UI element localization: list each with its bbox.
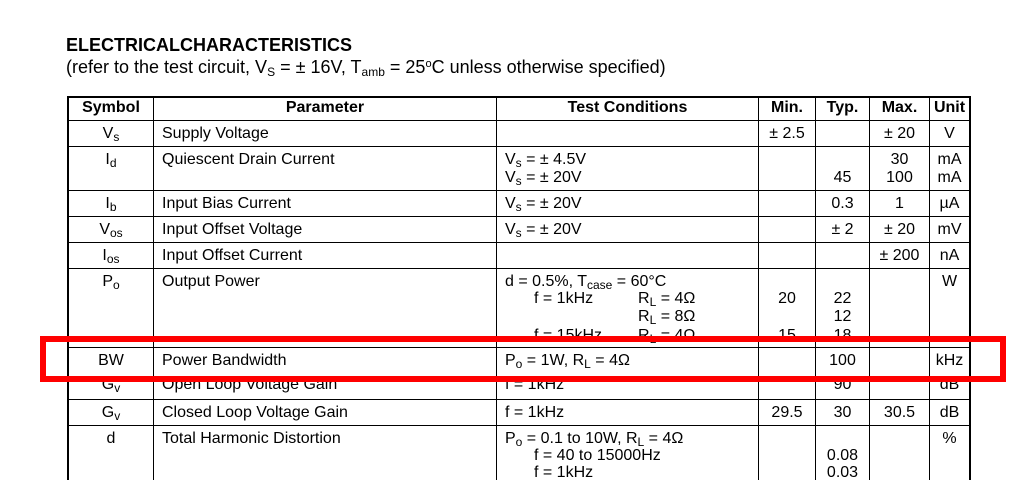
row-divider	[67, 146, 970, 147]
min-cell: ± 2.5	[769, 125, 805, 142]
column-divider	[153, 96, 154, 480]
header-divider	[67, 120, 970, 121]
condition-cell: f = 1kHz	[534, 290, 594, 307]
table-border-top	[67, 96, 970, 98]
unit-cell: %	[942, 430, 957, 447]
symbol-cell: $I_d$	[105, 151, 117, 170]
unit-cell: mA	[937, 169, 962, 186]
typ-cell: 100	[829, 352, 856, 369]
condition-cell: $R_L = 8\Omega$	[638, 308, 696, 327]
symbol-cell: $G_v$	[101, 404, 121, 423]
parameter-cell: Open Loop Voltage Gain	[162, 376, 338, 393]
condition-cell: $P_o = 0.1$ to 10W, $R_L = 4\Omega$	[505, 430, 684, 449]
row-divider	[67, 190, 970, 191]
unit-cell: nA	[939, 247, 960, 264]
condition-cell: $V_s$ = ± 4.5V	[505, 151, 587, 170]
header-unit: Unit	[933, 99, 966, 116]
unit-cell: µA	[939, 195, 960, 212]
condition-cell: f = 1kHz	[505, 404, 565, 421]
symbol-cell: $V_{os}$	[99, 221, 123, 240]
unit-cell: mV	[937, 221, 962, 238]
unit-cell: dB	[939, 376, 960, 393]
highlight-box	[40, 336, 1006, 382]
row-divider	[67, 242, 970, 243]
condition-cell: $R_L = 4\Omega$	[638, 327, 696, 346]
condition-cell: f = 1kHz	[534, 464, 594, 481]
condition-cell: $R_L = 4\Omega$	[638, 290, 696, 309]
condition-cell: $P_o = 1W$, $R_L = 4\Omega$	[505, 352, 630, 371]
symbol-cell: BW	[98, 352, 124, 369]
column-divider	[815, 96, 816, 480]
typ-cell: 30	[833, 404, 852, 421]
row-divider	[67, 399, 970, 400]
parameter-cell: Supply Voltage	[162, 125, 269, 142]
typ-cell: 12	[833, 308, 852, 325]
parameter-cell: Quiescent Drain Current	[162, 151, 335, 168]
section-title: ELECTRICALCHARACTERISTICS	[66, 35, 352, 55]
unit-cell: kHz	[935, 352, 964, 369]
symbol-cell: $V_s$	[102, 125, 120, 144]
header-max: Max.	[881, 99, 918, 116]
unit-cell: dB	[939, 404, 960, 421]
column-divider	[758, 96, 759, 480]
header-symbol: Symbol	[82, 99, 140, 116]
condition-cell: f = 40 to 15000Hz	[534, 447, 661, 464]
table-border-right	[969, 96, 971, 480]
typ-cell: ± 2	[831, 221, 854, 238]
typ-cell: 0.03	[826, 464, 859, 481]
symbol-cell: $I_b$	[105, 195, 117, 214]
parameter-cell: Total Harmonic Distortion	[162, 430, 341, 447]
section-subtitle: (refer to the test circuit, $V_S$ = ± 16V, $T_{amb} = 25^oC$ unless otherwise specified)	[66, 57, 666, 79]
condition-cell: f = 15kHz	[534, 327, 603, 344]
row-divider	[67, 216, 970, 217]
column-divider	[496, 96, 497, 480]
parameter-cell: Output Power	[162, 273, 260, 290]
row-divider	[67, 268, 970, 269]
parameter-cell: Closed Loop Voltage Gain	[162, 404, 348, 421]
typ-cell: 90	[833, 376, 852, 393]
typ-cell: 18	[833, 327, 852, 344]
symbol-cell: $I_{os}$	[102, 247, 120, 266]
unit-cell: V	[944, 125, 955, 142]
clipped-condition-row	[497, 327, 869, 346]
symbol-cell: $P_o$	[102, 273, 120, 292]
row-divider	[67, 425, 970, 426]
max-cell: 1	[895, 195, 904, 212]
typ-cell: 0.08	[826, 447, 859, 464]
parameter-cell: Input Bias Current	[162, 195, 291, 212]
max-cell: ± 20	[883, 221, 916, 238]
typ-cell: 45	[833, 169, 852, 186]
condition-cell: $V_s$ = ± 20V	[505, 169, 582, 188]
condition-cell: $V_s$ = ± 20V	[505, 195, 582, 214]
parameter-cell: Input Offset Voltage	[162, 221, 303, 238]
max-cell: ± 20	[883, 125, 916, 142]
symbol-cell: d	[106, 430, 116, 447]
unit-cell: mA	[937, 151, 962, 168]
max-cell: 30.5	[883, 404, 916, 421]
typ-cell: 22	[833, 290, 852, 307]
condition-cell: $V_s$ = ± 20V	[505, 221, 582, 240]
parameter-cell: Power Bandwidth	[162, 352, 287, 369]
condition-cell: d = 0.5%, $T_{case} = 60^\circ C$	[505, 273, 667, 292]
typ-cell: 0.3	[831, 195, 854, 212]
symbol-cell: $G_v$	[101, 376, 121, 395]
header-min: Min.	[771, 99, 803, 116]
header-test-conditions: Test Conditions	[567, 99, 688, 116]
parameter-cell: Input Offset Current	[162, 247, 303, 264]
header-typ: Typ.	[826, 99, 859, 116]
min-cell: 15	[778, 327, 796, 344]
max-cell: 100	[886, 169, 913, 186]
min-cell: 20	[778, 290, 796, 307]
condition-cell: f = 1kHz	[505, 376, 565, 393]
clipped-open-loop-row	[69, 376, 969, 399]
max-cell: 30	[890, 151, 909, 168]
unit-cell: W	[941, 273, 958, 290]
header-parameter: Parameter	[285, 99, 365, 116]
min-cell: 29.5	[771, 404, 803, 421]
max-cell: ± 200	[879, 247, 920, 264]
